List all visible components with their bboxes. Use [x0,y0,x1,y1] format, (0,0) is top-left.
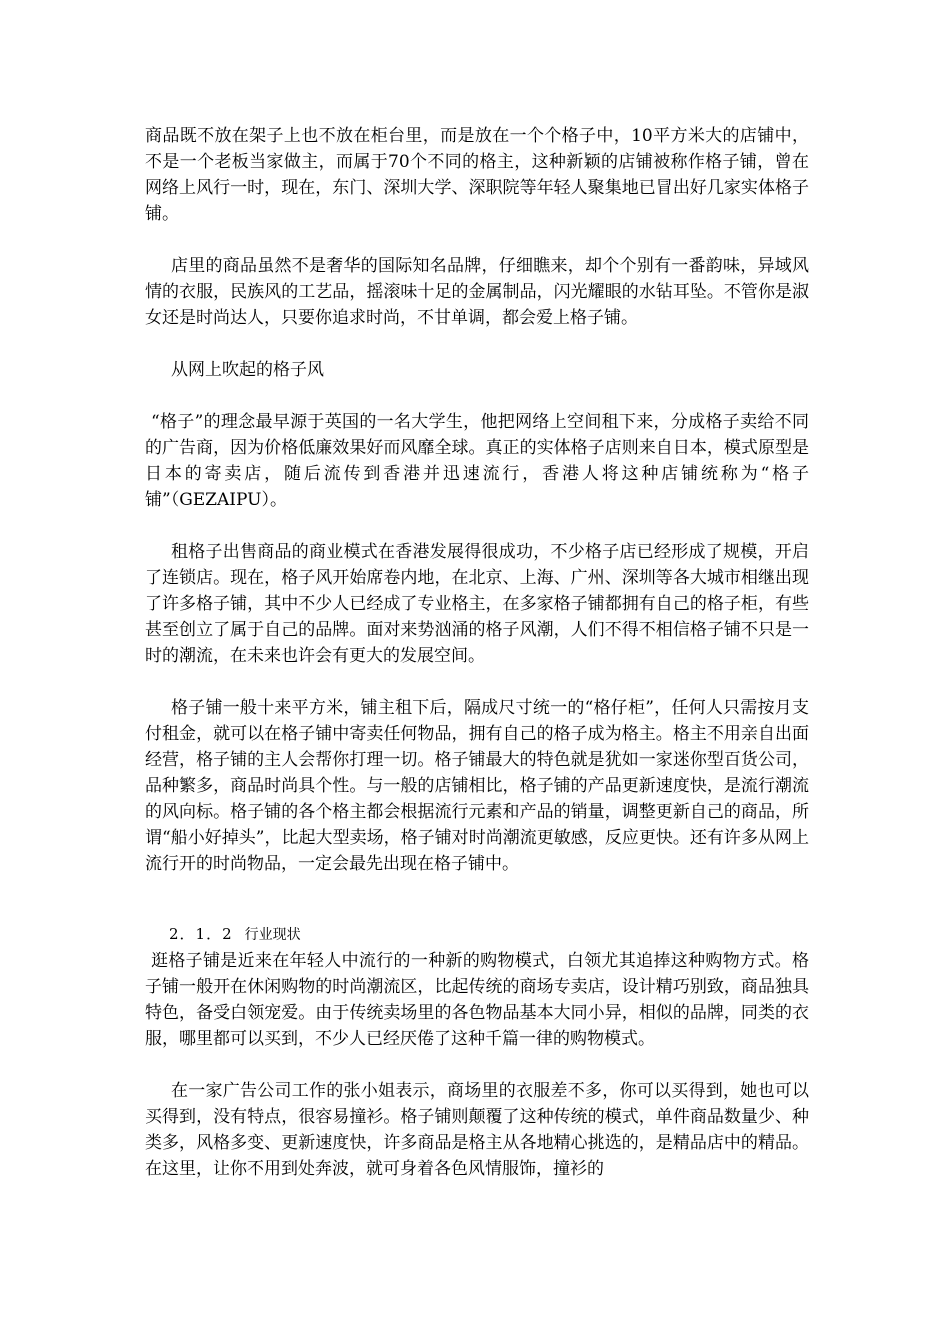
section-gap [145,877,809,921]
paragraph-business-model: 租格子出售商品的商业模式在香港发展得很成功，不少格子店已经形成了规模，开启了连锁店。现在，格子风开始席卷内地，在北京、上海、广州、深圳等各大城市相继出现了许多格子铺，其中不少人已经成了专业格主，在多家格子铺都拥有自己的格子柜，有些甚至创立了属于自己的品牌。面对来势汹涌的格子风潮，人们不得不相信格子铺不只是一时的潮流，在未来也许会有更大的发展空间。 [145,542,809,666]
paragraph-interview: 在一家广告公司工作的张小姐表示，商场里的衣服差不多，你可以买得到，她也可以买得到，没有特点，很容易撞衫。格子铺则颠覆了这种传统的模式，单件商品数量少、种类多，风格多变、更新速度快，许多商品是格主从各地精心挑选的，是精品店中的精品。在这里，让你不用到处奔波，就可身着各色风情服饰，撞衫的 [145,1081,809,1179]
paragraph-gap [145,1052,809,1078]
section-heading [145,921,809,948]
paragraph-shop-goods: 店里的商品虽然不是奢华的国际知名品牌，仔细瞧来，却个个别有一番韵味，异域风情的衣服，民族风的工艺品，摇滚味十足的金属制品，闪光耀眼的水钻耳坠。不管你是淑女还是时尚达人，只要你追求时尚，不甘单调，都会爱上格子铺。 [145,256,809,328]
subheading-grid-trend: 从网上吹起的格子风 [171,360,324,380]
paragraph-grid-origin: “格子”的理念最早源于英国的一名大学生，他把网络上空间租下来，分成格子卖给不同的广告商，因为价格低廉效果好而风靡全球。真正的实体格子店则来自日本，模式原型是日本的寄卖店，随后流传到香港并迅速流行，香港人将这种店铺统称为“格子铺”（GEZAIPU）。 [145,412,809,510]
paragraph-intro: 商品既不放在架子上也不放在柜台里，而是放在一个个格子中，10平方米大的店铺中，不是一个老板当家做主，而属于70个不同的格主，这种新颖的店铺被称作格子铺，曾在网络上风行一时，现在，东门、深圳大学、深职院等年轻人聚集地已冒出好几家实体格子铺。 [145,126,809,224]
paragraph-grid-shop-features: 格子铺一般十来平方米，铺主租下后，隔成尺寸统一的“格仔柜”，任何人只需按月支付租金，就可以在格子铺中寄卖任何物品，拥有自己的格子成为格主。格主不用亲自出面经营，格子铺的主人会帮你打理一切。格子铺最大的特色就是犹如一家迷你型百货公司，品种繁多，商品时尚具个性。与一般的店铺相比，格子铺的产品更新速度快，是流行潮流的风向标。格子铺的各个格主都会根据流行元素和产品的销量，调整更新自己的商品，所谓“船小好掉头”，比起大型卖场，格子铺对时尚潮流更敏感，反应更快。还有许多从网上流行开的时尚物品，一定会最先出现在格子铺中。 [145,698,809,874]
document-body [145,123,809,1182]
paragraph-industry-status: 逛格子铺是近来在年轻人中流行的一种新的购物模式，白领尤其追捧这种购物方式。格子铺一般开在休闲购物的时尚潮流区，比起传统的商场专卖店，设计精巧别致，商品独具特色，备受白领宠爱。由于传统卖场里的各色物品基本大同小异，相似的品牌，同类的衣服，哪里都可以买到，不少人已经厌倦了这种千篇一律的购物模式。 [145,951,809,1049]
paragraph-gap [145,669,809,695]
paragraph-gap [145,227,809,253]
paragraph-gap [145,383,809,409]
paragraph-gap [145,331,809,357]
paragraph-gap [145,513,809,539]
section-title: 行业现状 [244,927,301,943]
section-number: 2．1．2 [169,925,233,943]
